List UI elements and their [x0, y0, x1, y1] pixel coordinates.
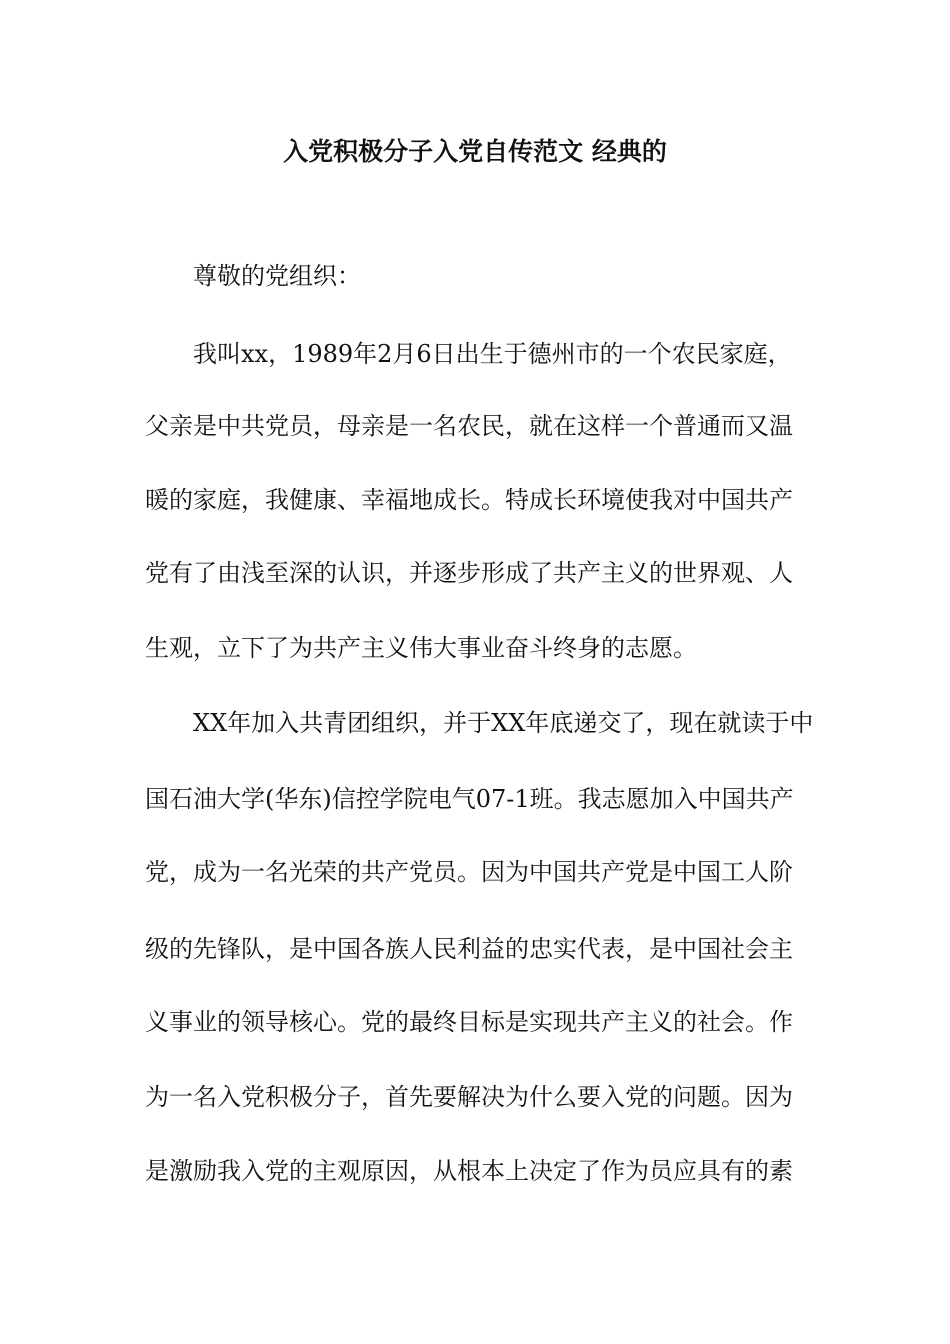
body-line: 国石油大学(华东)信控学院电气07-1班。我志愿加入中国共产 — [145, 785, 794, 813]
body-line: 级的先锋队，是中国各族人民利益的忠实代表，是中国社会主 — [145, 935, 793, 963]
body-line: 义事业的领导核心。党的最终目标是实现共产主义的社会。作 — [145, 1008, 793, 1036]
body-line: XX年加入共青团组织，并于XX年底递交了，现在就读于中 — [193, 709, 814, 737]
body-line: 为一名入党积极分子，首先要解决为什么要入党的问题。因为 — [145, 1083, 793, 1111]
document-title: 入党积极分子入党自传范文 经典的 — [283, 137, 667, 166]
body-line: 暖的家庭，我健康、幸福地成长。特成长环境使我对中国共产 — [145, 486, 793, 514]
body-line: 党有了由浅至深的认识，并逐步形成了共产主义的世界观、人 — [145, 559, 793, 587]
body-line: 是激励我入党的主观原因，从根本上决定了作为员应具有的素 — [145, 1157, 793, 1185]
body-line: 父亲是中共党员，母亲是一名农民，就在这样一个普通而又温 — [145, 412, 793, 440]
body-line: 党，成为一名光荣的共产党员。因为中国共产党是中国工人阶 — [145, 858, 793, 886]
body-line: 生观，立下了为共产主义伟大事业奋斗终身的志愿。 — [145, 634, 697, 662]
body-line: 我叫xx，1989年2月6日出生于德州市的一个农民家庭， — [193, 340, 792, 368]
salutation-line: 尊敬的党组织： — [193, 262, 361, 290]
